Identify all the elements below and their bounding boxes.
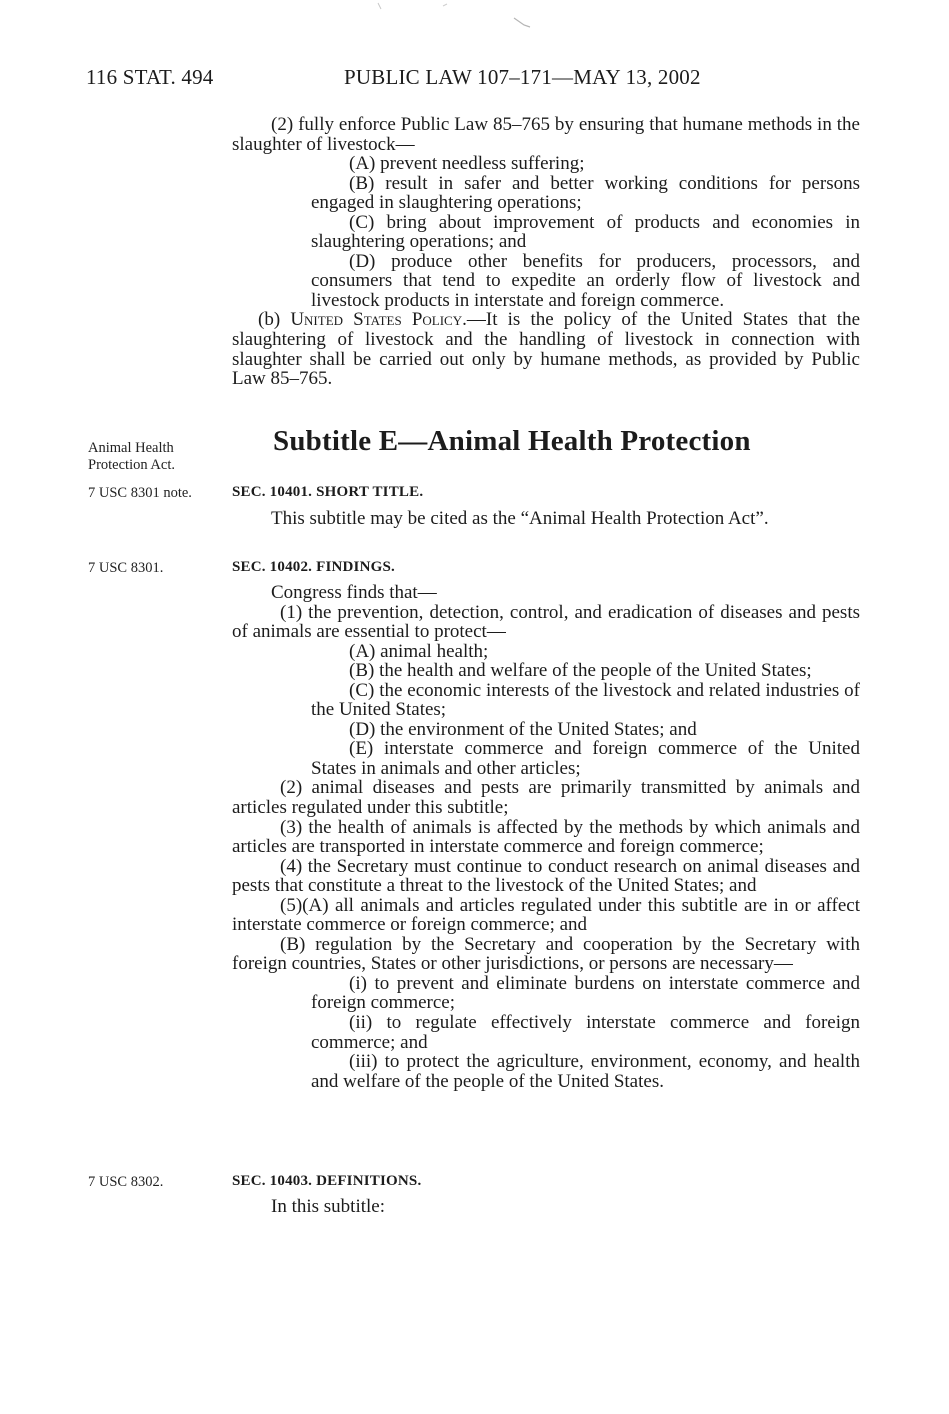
paragraph-item: (2) fully enforce Public Law 85–765 by ensuring that humane methods in the slaughter of livestock— bbox=[232, 114, 860, 155]
scan-mark-decoration bbox=[440, 0, 470, 14]
margin-note-usc: 7 USC 8301. bbox=[88, 560, 164, 576]
page-header-title: PUBLIC LAW 107–171—MAY 13, 2002 bbox=[344, 65, 701, 89]
finding-item: (B) regulation by the Secretary and cooperation by the Secretary with foreign countries, States or other jurisdictions, or persons are necessary— bbox=[232, 933, 860, 975]
continuation-block bbox=[232, 115, 860, 389]
section-intro: In this subtitle: bbox=[271, 1196, 385, 1217]
finding-item: (2) animal diseases and pests are primarily transmitted by animals and articles regulated under this subtitle; bbox=[232, 777, 860, 819]
margin-note-usc: 7 USC 8301 note. bbox=[88, 485, 192, 501]
page-reference: 116 STAT. 494 bbox=[86, 65, 214, 89]
section-heading: SEC. 10401. SHORT TITLE. bbox=[232, 484, 424, 500]
paragraph-item: (D) produce other benefits for producers, processors, and consumers that tend to expedite an orderly flow of livestock and livestock products in interstate and foreign commerce. bbox=[311, 250, 860, 311]
subtitle-heading: Subtitle E—Animal Health Protection bbox=[273, 425, 751, 457]
finding-subitem: (A) animal health; bbox=[349, 640, 489, 662]
policy-label: United States Policy bbox=[290, 309, 463, 331]
finding-subitem: (ii) to regulate effectively interstate commerce and foreign commerce; and bbox=[311, 1012, 860, 1053]
finding-subitem: (iii) to protect the agriculture, environment, economy, and health and welfare of the people of the United States. bbox=[311, 1051, 860, 1092]
margin-note-act: Animal Health Protection Act. bbox=[88, 440, 175, 473]
finding-subitem: (B) the health and welfare of the people of the United States; bbox=[349, 660, 812, 682]
paragraph-item: (C) bring about improvement of products and economies in slaughtering operations; and bbox=[311, 211, 860, 253]
section-text: This subtitle may be cited as the “Animal Health Protection Act”. bbox=[271, 508, 769, 529]
margin-note-usc: 7 USC 8302. bbox=[88, 1174, 164, 1190]
scan-mark-decoration bbox=[512, 14, 542, 28]
definitions-section bbox=[232, 1197, 860, 1217]
findings-section bbox=[232, 583, 860, 1091]
paragraph-item: (A) prevent needless suffering; bbox=[349, 153, 585, 175]
finding-subitem: (D) the environment of the United States; and bbox=[349, 718, 697, 740]
finding-subitem: (E) interstate commerce and foreign commerce of the United States in animals and other articles; bbox=[311, 738, 860, 779]
finding-item: (4) the Secretary must continue to conduct research on animal diseases and pests that constitute a threat to the livestock of the United States; and bbox=[232, 855, 860, 897]
policy-paragraph bbox=[232, 310, 860, 388]
finding-item: (5)(A) all animals and articles regulated under this subtitle are in or affect interstate commerce or foreign commerce; and bbox=[232, 894, 860, 936]
finding-item: (3) the health of animals is affected by the methods by which animals and articles are transported in interstate commerce and foreign commerce; bbox=[232, 816, 860, 858]
policy-text: .—It is the policy of the United States that the slaughtering of livestock and the handling of livestock in connection with slaughter shall be carried out only by humane methods, as provided by Public Law 85–765. bbox=[232, 309, 860, 390]
policy-prefix: (b) bbox=[258, 309, 291, 331]
scan-mark-decoration bbox=[374, 0, 404, 14]
section-heading: SEC. 10403. DEFINITIONS. bbox=[232, 1173, 422, 1189]
paragraph-item: (B) result in safer and better working conditions for persons engaged in slaughtering operations; bbox=[311, 172, 860, 214]
short-title-section bbox=[232, 509, 860, 529]
finding-subitem: (i) to prevent and eliminate burdens on interstate commerce and foreign commerce; bbox=[311, 972, 860, 1014]
section-heading: SEC. 10402. FINDINGS. bbox=[232, 559, 395, 575]
finding-item: (1) the prevention, detection, control, and eradication of diseases and pests of animals are essential to protect— bbox=[232, 601, 860, 643]
section-intro: Congress finds that— bbox=[271, 582, 437, 603]
finding-subitem: (C) the economic interests of the livestock and related industries of the United States; bbox=[311, 679, 860, 721]
